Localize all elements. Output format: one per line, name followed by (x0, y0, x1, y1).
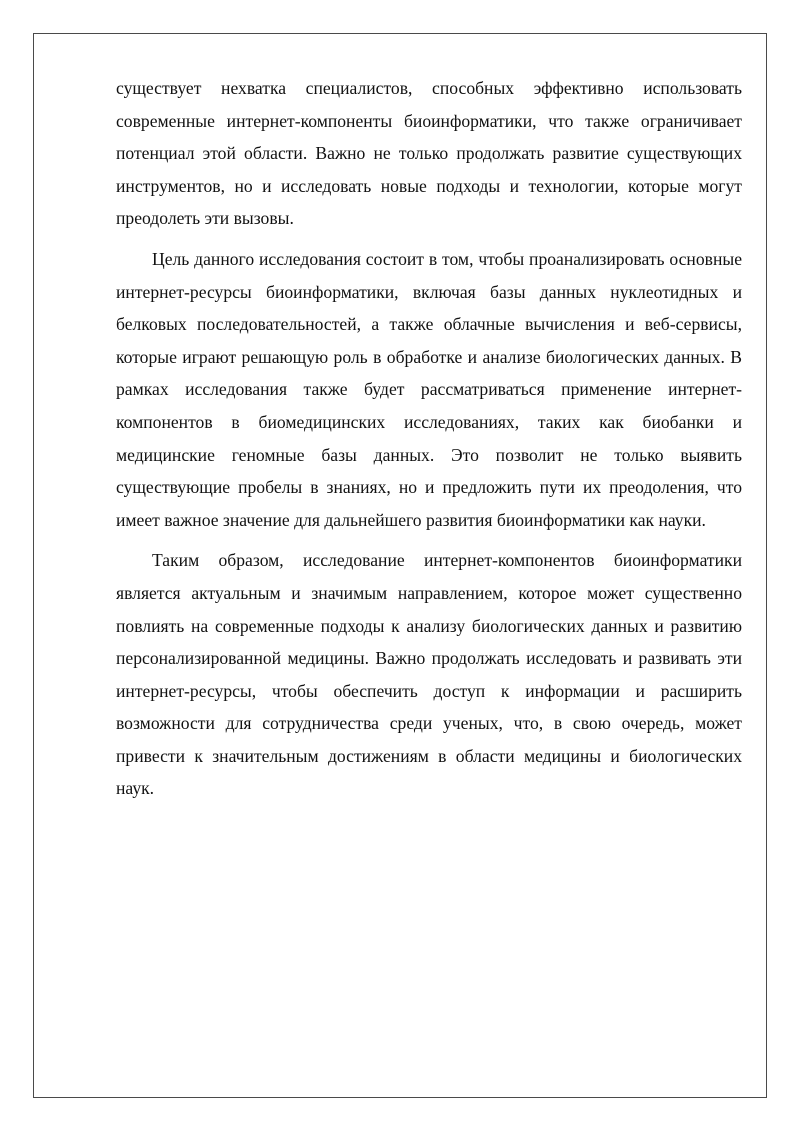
paragraph-continuation: существует нехватка специалистов, способных эффективно использовать современные интернет-компоненты биоинформатики, что также ограничивает потенциал этой области. Важно не только продолжать развитие существующих инструментов, но и исследовать новые подходы и технологии, которые могут преодолеть эти вызовы. (116, 78, 742, 229)
paragraph-conclusion: Таким образом, исследование интернет-компонентов биоинформатики является актуальным и значимым направлением, которое может существенно повлиять на современные подходы к анализу биологических данных и развитию персонализированной медицины. Важно продолжать исследовать и развивать эти интернет-ресурсы, чтобы обеспечить доступ к информации и расширить возможности для сотрудничества среди ученых, что, в свою очередь, может привести к значительным достижениям в области медицины и биологических наук. (116, 550, 742, 799)
paragraph-research-goal: Цель данного исследования состоит в том, чтобы проанализировать основные интернет-ресурсы биоинформатики, включая базы данных нуклеотидных и белковых последовательностей, а также облачные вычисления и веб-сервисы, которые играют решающую роль в обработке и анализе биологических данных. В рамках исследования также будет рассматриваться применение интернет-компонентов в биомедицинских исследованиях, таких как биобанки и медицинские геномные базы данных. Это позволит не только выявить существующие пробелы в знаниях, но и предложить пути их преодоления, что имеет важное значение для дальнейшего развития биоинформатики как науки. (116, 248, 742, 530)
document-body (116, 72, 742, 813)
